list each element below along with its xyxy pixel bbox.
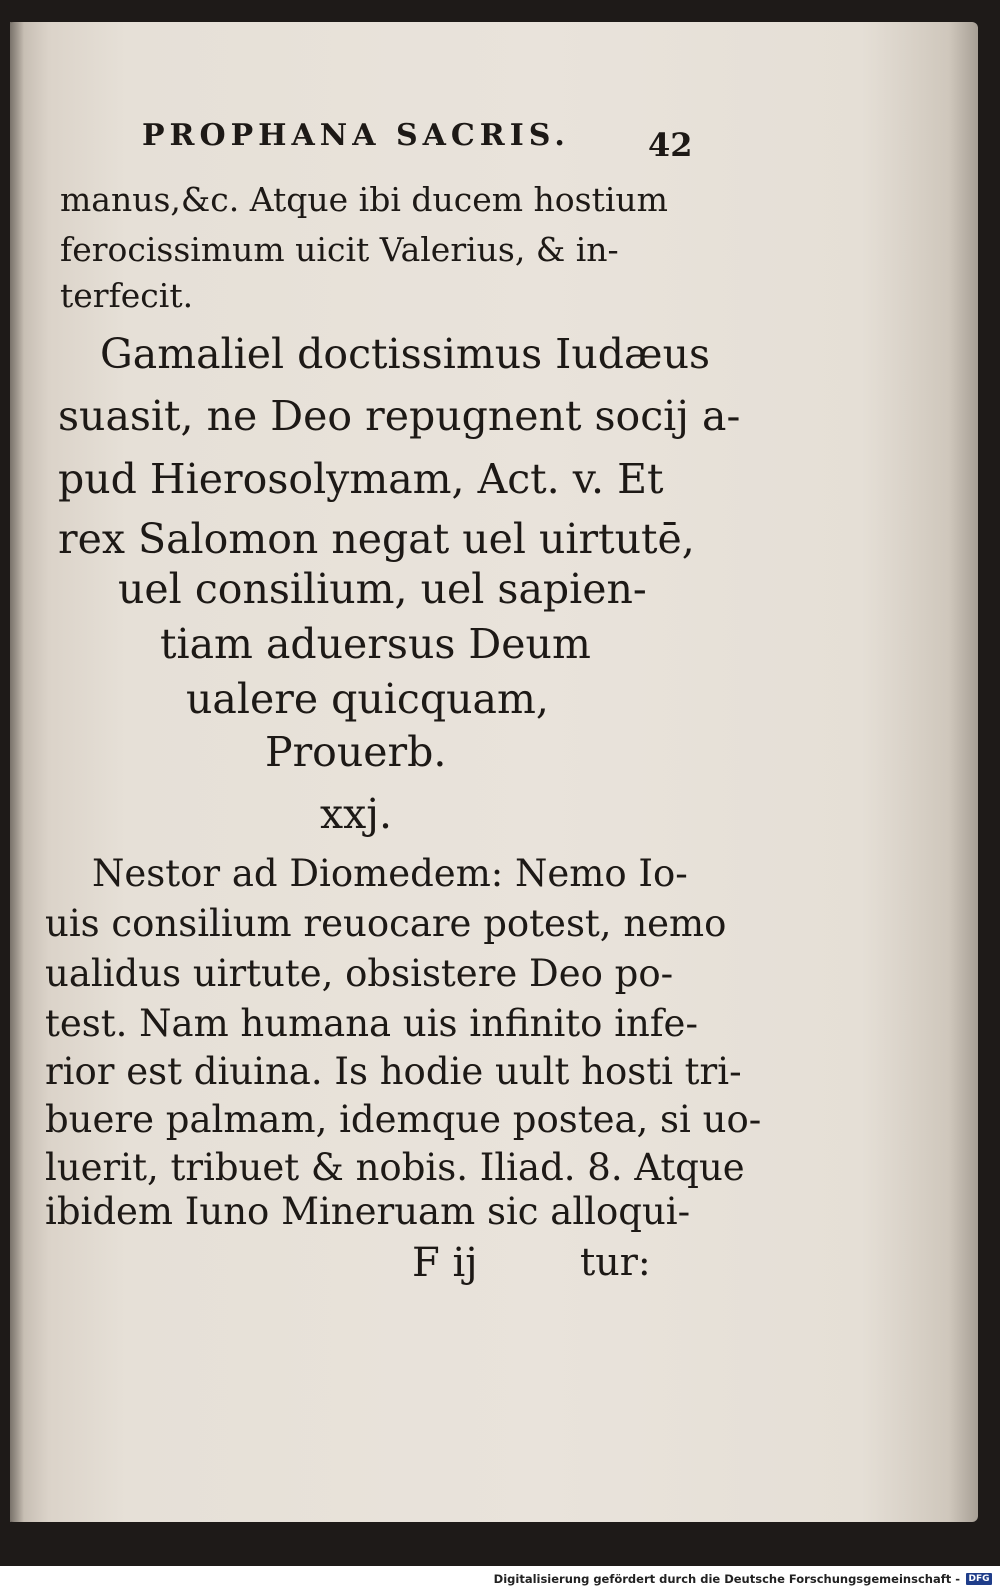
text-line: uis consilium reuocare potest, nemo — [45, 902, 727, 945]
text-line: ferocissimum uicit Valerius, & in- — [60, 230, 619, 269]
text-line: pud Hierosolymam, Act. v. Et — [58, 455, 664, 503]
text-line: rex Salomon negat uel uirtutē, — [58, 515, 695, 563]
text-line: tiam aduersus Deum — [160, 620, 591, 668]
dfg-logo: DFG — [966, 1573, 992, 1585]
text-line: ualere quicquam, — [186, 675, 549, 723]
catchword: tur: — [580, 1240, 651, 1284]
text-line: uel consilium, uel sapien- — [118, 565, 647, 613]
folio-number: 42 — [648, 126, 693, 164]
signature-mark: F ij — [412, 1240, 478, 1286]
text-line: Prouerb. — [265, 728, 447, 776]
text-line: manus,&c. Atque ibi ducem hostium — [60, 180, 668, 219]
text-line: Gamaliel doctissimus Iudæus — [100, 330, 711, 378]
attribution-text: Digitalisierung gefördert durch die Deutsche Forschungsgemeinschaft - — [493, 1572, 960, 1586]
page-gutter-shadow — [10, 22, 24, 1522]
text-line: ibidem Iuno Mineruam sic alloqui- — [45, 1190, 691, 1233]
text-line: test. Nam humana uis infinito infe- — [45, 1002, 698, 1045]
text-line: xxj. — [320, 790, 392, 838]
text-line: suasit, ne Deo repugnent socij a- — [58, 392, 741, 440]
text-line: buere palmam, idemque postea, si uo- — [45, 1098, 762, 1141]
running-title: PROPHANA SACRIS. — [142, 118, 570, 153]
text-line: ualidus uirtute, obsistere Deo po- — [45, 952, 674, 995]
text-line: terfecit. — [60, 276, 194, 315]
text-line: rior est diuina. Is hodie uult hosti tri- — [45, 1050, 742, 1093]
text-line: Nestor ad Diomedem: Nemo Io- — [92, 852, 688, 895]
text-line: luerit, tribuet & nobis. Iliad. 8. Atque — [45, 1146, 745, 1189]
